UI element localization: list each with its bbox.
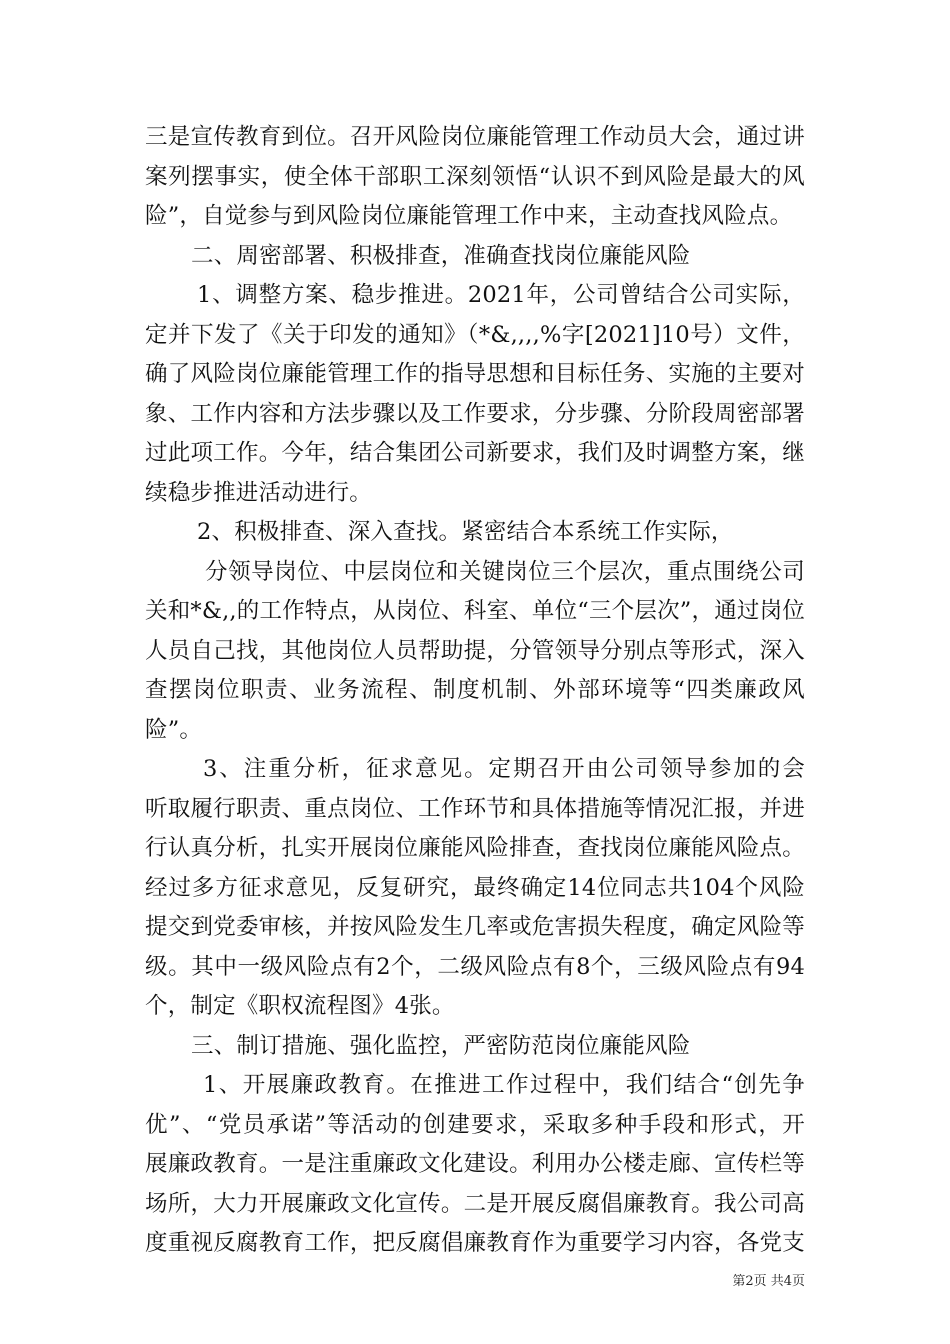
text-line: 1、调整方案、稳步推进。2021年，公司曾结合公司实际， <box>197 282 805 308</box>
text-line: 定并下发了《关于印发的通知》（*&,,,,%字[2021]10号）文件， <box>145 321 805 348</box>
text-line: 行认真分析，扎实开展岗位廉能风险排查，查找岗位廉能风险点。 <box>145 835 805 861</box>
text-line: 听取履行职责、重点岗位、工作环节和具体措施等情况汇报，并进 <box>145 795 805 822</box>
text-line: 三是宣传教育到位。召开风险岗位廉能管理工作动员大会，通过讲 <box>145 124 805 150</box>
text-line: 优”、“党员承诺”等活动的创建要求，采取多种手段和形式，开 <box>145 1111 805 1138</box>
text-line: 确了风险岗位廉能管理工作的指导思想和目标任务、实施的主要对 <box>145 361 805 387</box>
text-line: 案列摆事实，使全体干部职工深刻领悟“认识不到风险是最大的风 <box>145 163 805 190</box>
text-line: 关和*&,,的工作特点，从岗位、科室、单位“三个层次”，通过岗位 <box>145 598 805 624</box>
text-line: 险”。 <box>145 716 203 743</box>
text-line: 2、积极排查、深入查找。紧密结合本系统工作实际， <box>197 519 734 545</box>
text-line: 度重视反腐教育工作，把反腐倡廉教育作为重要学习内容，各党支 <box>145 1230 805 1256</box>
text-line: 提交到党委审核，并按风险发生几率或危害损失程度，确定风险等 <box>145 914 805 940</box>
text-line: 级。其中一级风险点有2个，二级风险点有8个，三级风险点有94 <box>145 953 805 980</box>
text-line: 险”，自觉参与到风险岗位廉能管理工作中来，主动查找风险点。 <box>145 203 793 229</box>
section-heading: 二、周密部署、积极排查，准确查找岗位廉能风险 <box>191 242 691 269</box>
text-line: 续稳步推进活动进行。 <box>145 479 373 506</box>
text-line: 展廉政教育。一是注重廉政文化建设。利用办公楼走廊、宣传栏等 <box>145 1151 805 1177</box>
text-line: 场所，大力开展廉政文化宣传。二是开展反腐倡廉教育。我公司高 <box>145 1190 805 1217</box>
text-line: 人员自己找，其他岗位人员帮助提，分管领导分别点等形式，深入 <box>145 637 805 664</box>
page-number: 第2页 共4页 <box>732 1274 805 1289</box>
text-line: 过此项工作。今年，结合集团公司新要求，我们及时调整方案，继 <box>145 440 805 466</box>
text-line: 3、注重分析，征求意见。定期召开由公司领导参加的会 <box>203 756 805 782</box>
section-heading: 三、制订措施、强化监控，严密防范岗位廉能风险 <box>191 1032 691 1059</box>
text-line: 分领导岗位、中层岗位和关键岗位三个层次，重点围绕公司 <box>205 558 805 585</box>
text-line: 个，制定《职权流程图》4张。 <box>145 993 455 1019</box>
document-body <box>145 118 805 1264</box>
text-line: 象、工作内容和方法步骤以及工作要求，分步骤、分阶段周密部署 <box>145 400 805 427</box>
text-line: 查摆岗位职责、业务流程、制度机制、外部环境等“四类廉政风 <box>145 677 805 703</box>
text-line: 经过多方征求意见，反复研究，最终确定14位同志共104个风险 <box>145 874 805 901</box>
text-line: 1、开展廉政教育。在推进工作过程中，我们结合“创先争 <box>203 1072 805 1098</box>
